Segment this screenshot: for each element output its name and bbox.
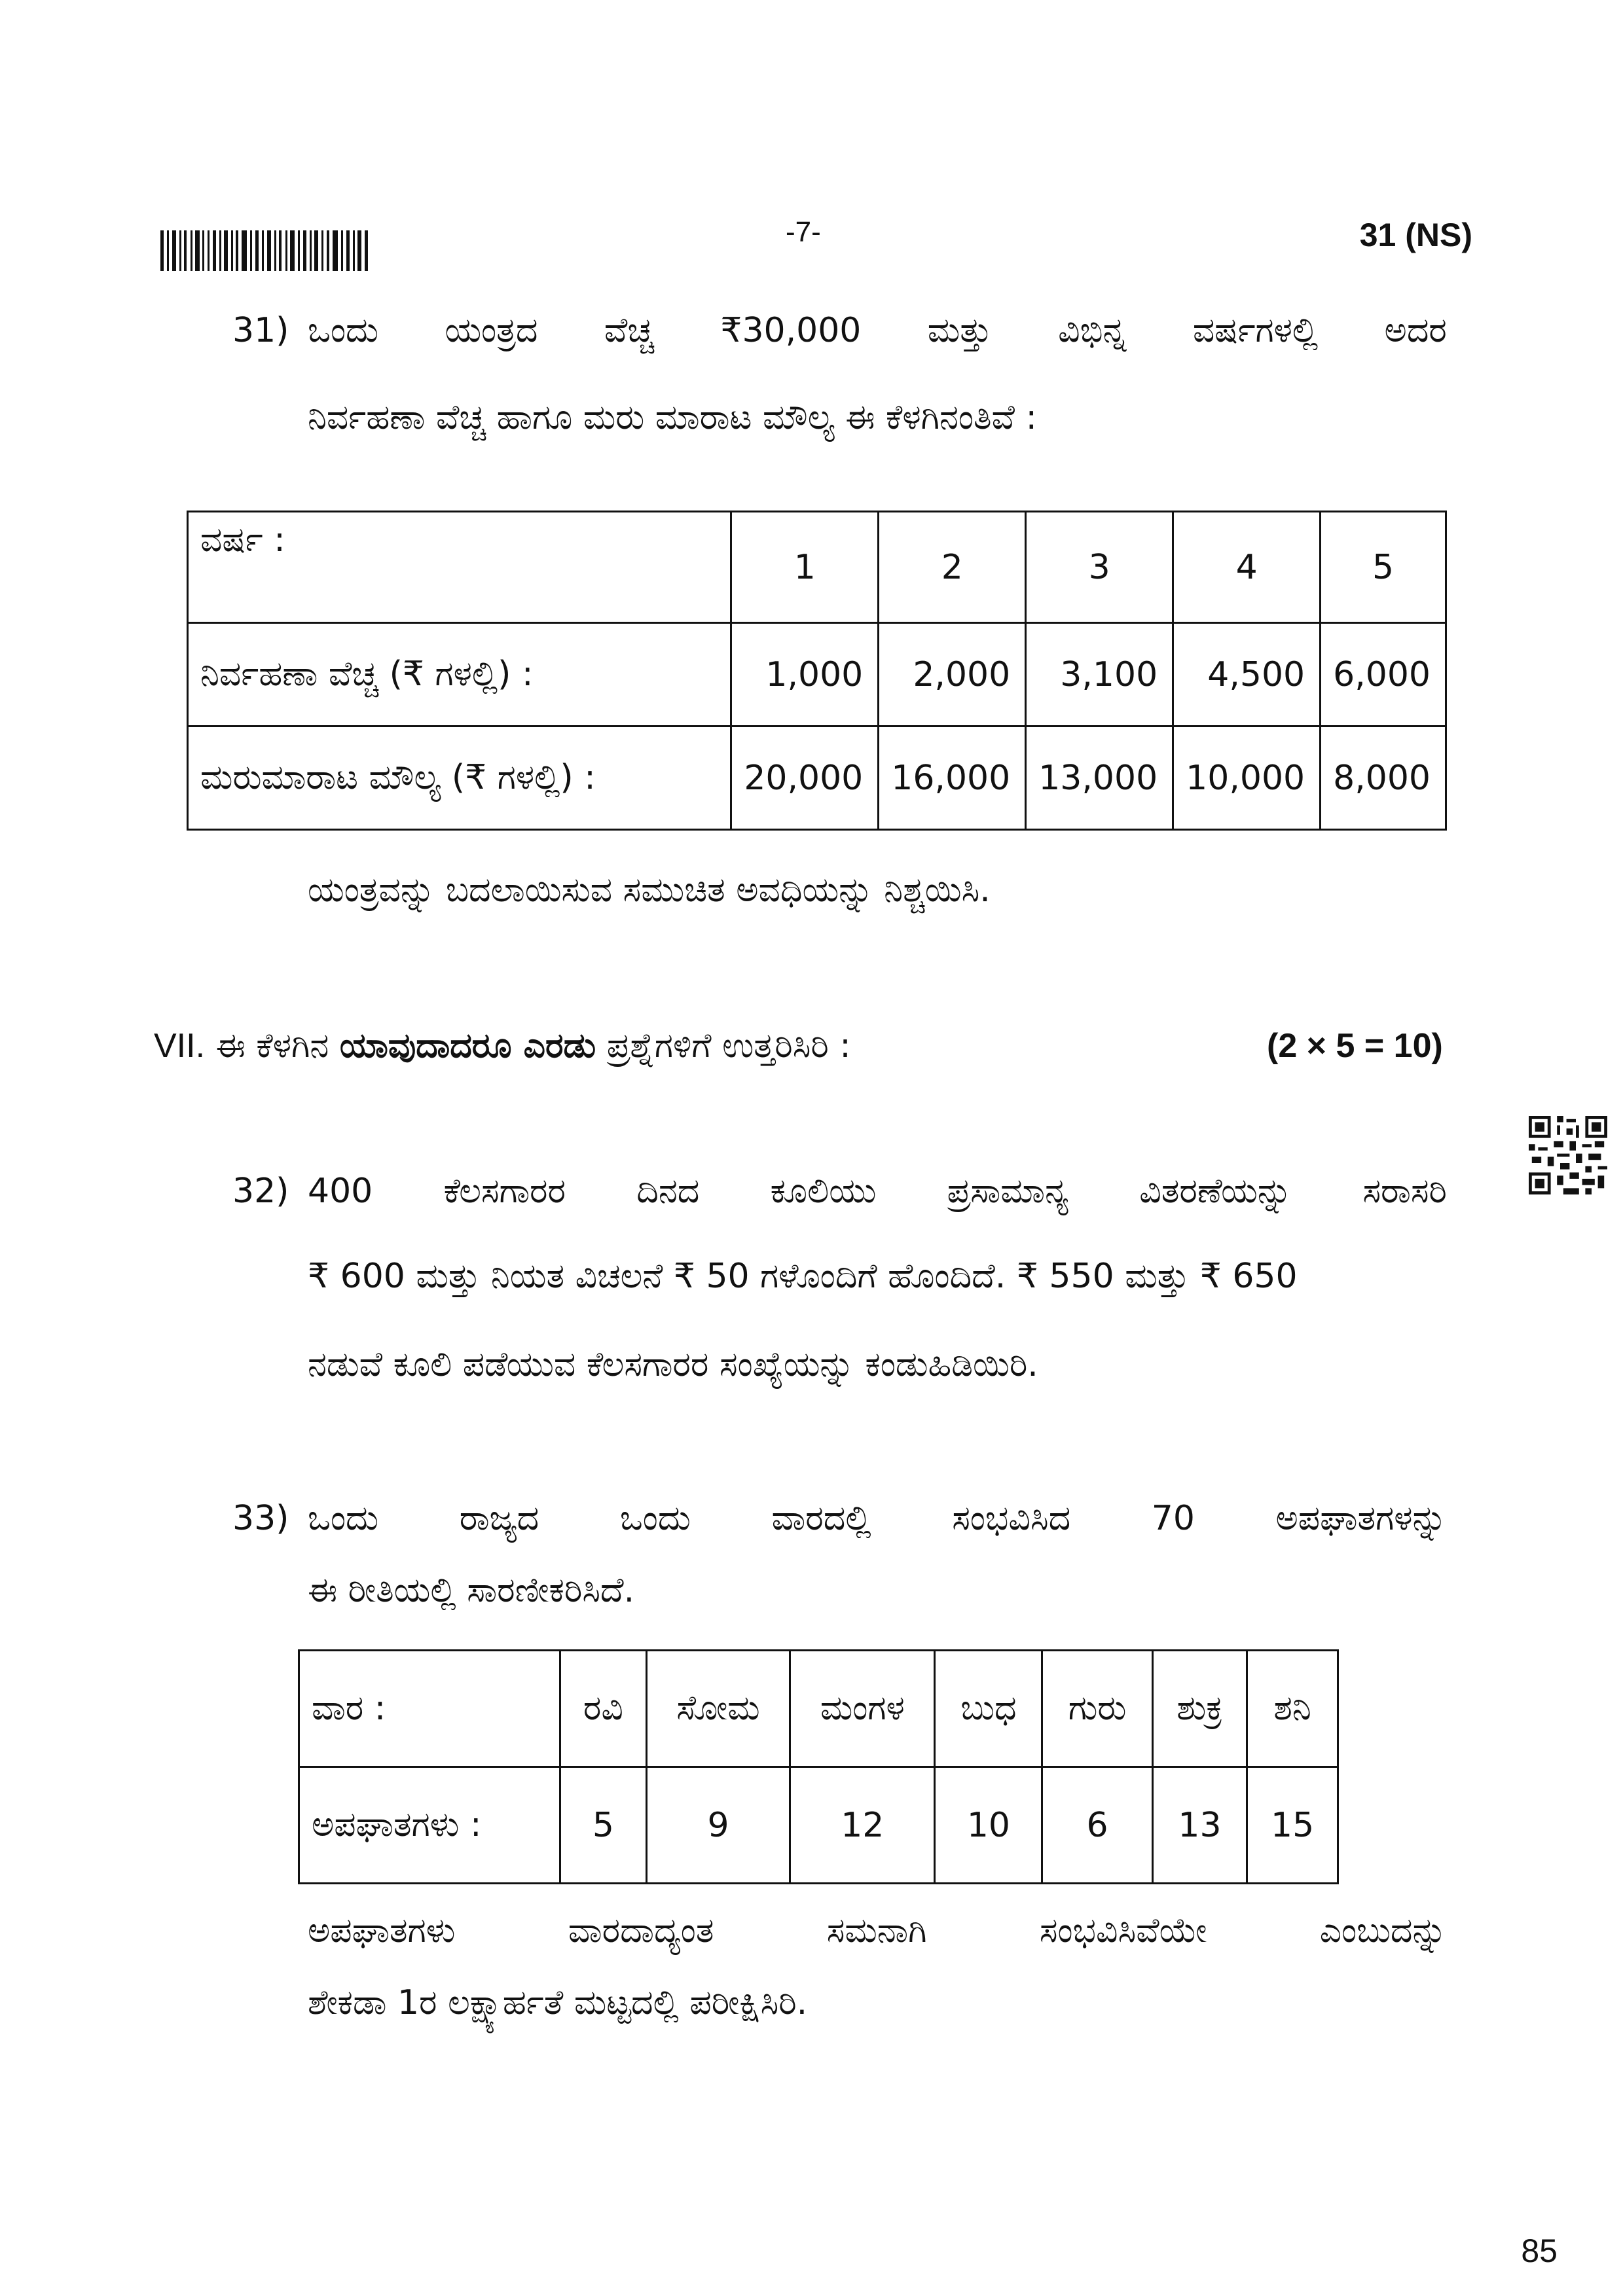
word: ವಾರದಲ್ಲಿ bbox=[771, 1499, 871, 1538]
question-31-line-1 bbox=[308, 311, 1447, 351]
maintenance-cell: 3,100 bbox=[1026, 623, 1173, 726]
accident-cell: 6 bbox=[1042, 1767, 1152, 1884]
maintenance-table bbox=[187, 511, 1447, 831]
table-row bbox=[299, 1651, 1338, 1767]
word: ಎಂಬುದನ್ನು bbox=[1319, 1911, 1447, 1950]
word: ಅದರ bbox=[1384, 311, 1447, 350]
word: 400 bbox=[308, 1172, 373, 1211]
word: ಸಮನಾಗಿ bbox=[826, 1911, 927, 1950]
maintenance-cell: 1,000 bbox=[731, 623, 879, 726]
instruction-bold: ಯಾವುದಾದರೂ ಎರಡು bbox=[339, 1026, 596, 1066]
table-row bbox=[299, 1767, 1338, 1884]
section-numeral: VII. bbox=[154, 1027, 206, 1065]
maintenance-label: ನಿರ್ವಹಣಾ ವೆಚ್ಚ (₹ ಗಳಲ್ಲಿ) : bbox=[188, 623, 731, 726]
day-cell: ರವಿ bbox=[560, 1651, 647, 1767]
resale-cell: 13,000 bbox=[1026, 726, 1173, 830]
question-31-line-2: ನಿರ್ವಹಣಾ ವೆಚ್ಚ ಹಾಗೂ ಮರು ಮಾರಾಟ ಮೌಲ್ಯ ಈ ಕೆಳಗಿನಂತಿವೆ : bbox=[308, 398, 1038, 437]
word: ₹30,000 bbox=[720, 311, 862, 350]
day-cell: ಶುಕ್ರ bbox=[1152, 1651, 1247, 1767]
word: ರಾಜ್ಯದ bbox=[459, 1499, 539, 1538]
maintenance-cell: 4,500 bbox=[1173, 623, 1321, 726]
word: ಒಂದು bbox=[619, 1499, 691, 1538]
word: ವರ್ಷಗಳಲ್ಲಿ bbox=[1192, 311, 1319, 350]
question-33-number: 33) bbox=[232, 1499, 289, 1538]
accident-cell: 10 bbox=[935, 1767, 1042, 1884]
question-32-line-2: ₹ 600 ಮತ್ತು ನಿಯತ ವಿಚಲನೆ ₹ 50 ಗಳೊಂದಿಗೆ ಹೊಂದಿದೆ. ₹ 550 ಮತ್ತು ₹ 650 bbox=[308, 1257, 1298, 1296]
word: ಸರಾಸರಿ bbox=[1362, 1172, 1447, 1211]
year-cell: 4 bbox=[1173, 512, 1321, 623]
year-cell: 5 bbox=[1321, 512, 1446, 623]
day-cell: ಬುಧ bbox=[935, 1651, 1042, 1767]
accident-cell: 5 bbox=[560, 1767, 647, 1884]
resale-label: ಮರುಮಾರಾಟ ಮೌಲ್ಯ (₹ ಗಳಲ್ಲಿ) : bbox=[188, 726, 731, 830]
word: ಒಂದು bbox=[308, 311, 379, 350]
question-32-line-3: ನಡುವೆ ಕೂಲಿ ಪಡೆಯುವ ಕೆಲಸಗಾರರ ಸಂಖ್ಯೆಯನ್ನು ಕಂಡುಹಿಡಿಯಿರಿ. bbox=[308, 1345, 1038, 1384]
question-32-line-1 bbox=[308, 1172, 1447, 1211]
day-cell: ಶನಿ bbox=[1247, 1651, 1338, 1767]
day-cell: ಮಂಗಳ bbox=[790, 1651, 935, 1767]
word: ವಾರದಾದ್ಯಂತ bbox=[568, 1911, 714, 1950]
word: ಒಂದು bbox=[308, 1499, 379, 1538]
word: ಸಂಭವಿಸಿದ bbox=[952, 1499, 1071, 1538]
accident-cell: 15 bbox=[1247, 1767, 1338, 1884]
barcode bbox=[160, 230, 370, 271]
question-33-line-1 bbox=[308, 1499, 1447, 1539]
qr-code bbox=[1529, 1116, 1607, 1194]
table-row bbox=[188, 623, 1446, 726]
word: ಕೆಲಸಗಾರರ bbox=[443, 1172, 566, 1211]
word: ಅಪಘಾತಗಳು bbox=[308, 1911, 456, 1950]
question-31-number: 31) bbox=[232, 311, 289, 350]
accident-label: ಅಪಘಾತಗಳು : bbox=[299, 1767, 560, 1884]
accident-cell: 13 bbox=[1152, 1767, 1247, 1884]
resale-cell: 10,000 bbox=[1173, 726, 1321, 830]
word: ಪ್ರಸಾಮಾನ್ಯ bbox=[947, 1172, 1069, 1211]
resale-cell: 8,000 bbox=[1321, 726, 1446, 830]
accident-cell: 9 bbox=[646, 1767, 790, 1884]
word: 70 bbox=[1151, 1499, 1195, 1538]
word: ಯಂತ್ರದ bbox=[445, 311, 538, 350]
word: ದಿನದ bbox=[636, 1172, 700, 1211]
question-33-line-3 bbox=[308, 1911, 1447, 1951]
year-cell: 1 bbox=[731, 512, 879, 623]
instruction-text: ಪ್ರಶ್ನೆಗಳಿಗೆ ಉತ್ತರಿಸಿರಿ : bbox=[606, 1026, 851, 1066]
day-cell: ಸೋಮ bbox=[646, 1651, 790, 1767]
day-label: ವಾರ : bbox=[299, 1651, 560, 1767]
question-33-line-2: ಈ ರೀತಿಯಲ್ಲಿ ಸಾರಣೀಕರಿಸಿದೆ. bbox=[308, 1571, 635, 1610]
year-label: ವರ್ಷ : bbox=[188, 512, 731, 623]
table-row bbox=[188, 726, 1446, 830]
instruction-text: ಈ ಕೆಳಗಿನ bbox=[215, 1026, 329, 1066]
day-cell: ಗುರು bbox=[1042, 1651, 1152, 1767]
accidents-table bbox=[298, 1649, 1339, 1884]
maintenance-cell: 6,000 bbox=[1321, 623, 1446, 726]
year-cell: 3 bbox=[1026, 512, 1173, 623]
section-marks: (2 × 5 = 10) bbox=[1267, 1027, 1443, 1065]
maintenance-cell: 2,000 bbox=[879, 623, 1026, 726]
word: ವಿಭಿನ್ನ bbox=[1058, 311, 1127, 350]
section-vii-instruction bbox=[154, 1026, 851, 1066]
word: ವೆಚ್ಚ bbox=[604, 311, 655, 350]
word: ಸಂಭವಿಸಿವೆಯೇ bbox=[1039, 1911, 1207, 1950]
resale-cell: 20,000 bbox=[731, 726, 879, 830]
question-32-number: 32) bbox=[232, 1172, 289, 1211]
resale-cell: 16,000 bbox=[879, 726, 1026, 830]
table-row bbox=[188, 512, 1446, 623]
year-cell: 2 bbox=[879, 512, 1026, 623]
page-number: -7- bbox=[786, 216, 821, 248]
sheet-number: 85 bbox=[1521, 2233, 1558, 2269]
accident-cell: 12 bbox=[790, 1767, 935, 1884]
word: ಮತ್ತು bbox=[927, 311, 992, 350]
question-31-conclusion: ಯಂತ್ರವನ್ನು ಬದಲಾಯಿಸುವ ಸಮುಚಿತ ಅವಧಿಯನ್ನು ನಿಶ್ಚಯಿಸಿ. bbox=[308, 870, 991, 910]
question-33-line-4: ಶೇಕಡಾ 1ರ ಲಕ್ಷ್ಯಾರ್ಹತೆ ಮಟ್ಟದಲ್ಲಿ ಪರೀಕ್ಷಿಸಿರಿ. bbox=[308, 1983, 808, 2022]
paper-code: 31 (NS) bbox=[1359, 217, 1472, 253]
word: ಅಪಘಾತಗಳನ್ನು bbox=[1275, 1499, 1447, 1538]
word: ಕೂಲಿಯು bbox=[770, 1172, 877, 1211]
word: ವಿತರಣೆಯನ್ನು bbox=[1139, 1172, 1292, 1211]
